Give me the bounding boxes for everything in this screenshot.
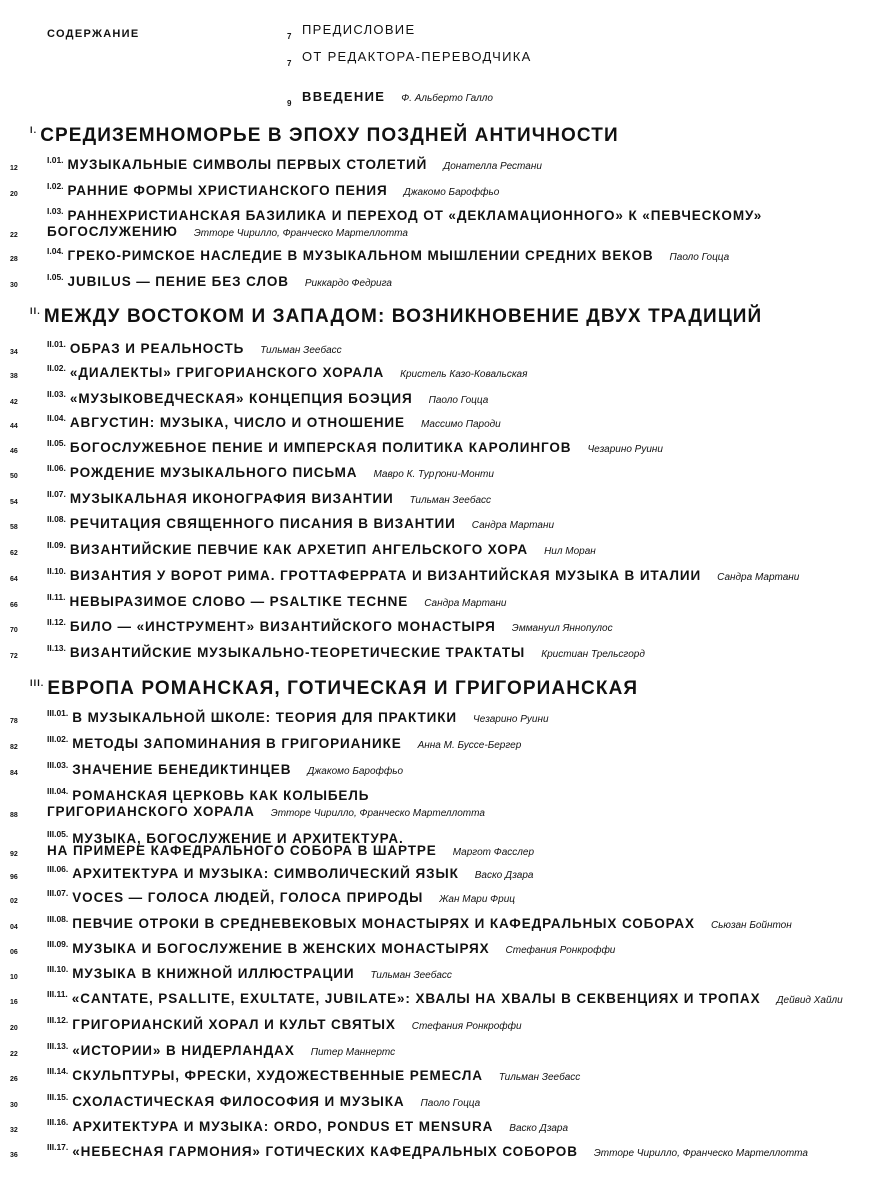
entry-line (47, 890, 515, 905)
entry-number: III.16. (47, 1117, 69, 1127)
entry-title: МУЗЫКАЛЬНЫЕ СИМВОЛЫ ПЕРВЫХ СТОЛЕТИЙ (67, 157, 428, 172)
entry-title: МЕТОДЫ ЗАПОМИНАНИЯ В ГРИГОРИАНИКЕ (72, 736, 402, 751)
entry-number: III.07. (47, 888, 69, 898)
entry-number: III.05. (47, 829, 69, 839)
entry-author: Паоло Гоцца (669, 252, 730, 263)
entry-title: РОМАНСКАЯ ЦЕРКОВЬ КАК КОЛЫБЕЛЬ (72, 788, 370, 803)
entry-title-continued: НА ПРИМЕРЕ КАФЕДРАЛЬНОГО СОБОРА В ШАРТРЕ (47, 843, 437, 858)
entry-line (47, 941, 615, 956)
page-number: 10 (10, 974, 18, 981)
entry-number: I.01. (47, 155, 64, 165)
toc-heading: СОДЕРЖАНИЕ (47, 28, 140, 40)
entry-title: АРХИТЕКТУРА И МУЗЫКА: ORDO, PONDUS ET MENSURA (72, 1119, 494, 1134)
entry-line-2 (47, 843, 534, 858)
entry-title: РОЖДЕНИЕ МУЗЫКАЛЬНОГО ПИСЬМА (69, 465, 358, 480)
entry-line (47, 341, 342, 356)
entry-title: ПЕВЧИЕ ОТРОКИ В СРЕДНЕВЕКОВЫХ МОНАСТЫРЯХ И КАФЕДРАЛЬНЫХ СОБОРАХ (72, 916, 695, 931)
entry-number: III.11. (47, 989, 68, 999)
entry-author: Джакомо Бароффьо (403, 187, 500, 198)
page-number: 34 (10, 349, 18, 356)
entry-title: СХОЛАСТИЧЕСКАЯ ФИЛОСОФИЯ И МУЗЫКА (72, 1094, 405, 1109)
entry-line (47, 710, 549, 725)
page-number: 84 (10, 770, 18, 777)
page-number: 06 (10, 949, 18, 956)
page-number: 30 (10, 1102, 18, 1109)
page-number: 38 (10, 373, 18, 380)
page-number: 30 (10, 282, 18, 289)
entry-author: Питер Маннертс (310, 1047, 396, 1058)
entry-number: I.05. (47, 272, 64, 282)
entry-number: III.04. (47, 786, 69, 796)
entry-author: Дейвид Хайли (776, 995, 843, 1006)
entry-number: II.04. (47, 413, 66, 423)
entry-number: III.15. (47, 1092, 69, 1102)
entry-line (47, 208, 762, 223)
entry-number: II.09. (47, 540, 66, 550)
front-matter-item[interactable] (287, 22, 416, 41)
entry-title: ОБРАЗ И РЕАЛЬНОСТЬ (69, 341, 245, 356)
entry-number: II.03. (47, 389, 66, 399)
entry-number: II.06. (47, 463, 66, 473)
entry-number: III.17. (47, 1142, 69, 1152)
entry-author: Стефания Ронкроффи (411, 1021, 522, 1032)
page-number: 42 (10, 399, 18, 406)
entry-title: В МУЗЫКАЛЬНОЙ ШКОЛЕ: ТЕОРИЯ ДЛЯ ПРАКТИКИ (72, 710, 458, 725)
page-number: 58 (10, 524, 18, 531)
entry-author: Ф. Альберто Галло (401, 93, 493, 104)
page-number: 44 (10, 423, 18, 430)
entry-number: II.12. (47, 617, 66, 627)
entry-author: Этторе Чирилло, Франческо Мартеллотта (593, 1148, 808, 1159)
entry-author: Сандра Мартани (424, 598, 507, 609)
page-number: 26 (10, 1076, 18, 1083)
entry-author: Этторе Чирилло, Франческо Мартеллотта (270, 808, 485, 819)
front-matter-item[interactable] (287, 89, 493, 108)
entry-author: Риккардо Федрига (304, 278, 392, 289)
entry-number: III.14. (47, 1066, 69, 1076)
entry-number: III.06. (47, 864, 69, 874)
page-number: 46 (10, 448, 18, 455)
page-number: 16 (10, 999, 18, 1006)
entry-number: III.08. (47, 914, 69, 924)
section-heading[interactable] (30, 125, 619, 147)
entry-author: Чезарино Руини (587, 444, 663, 455)
entry-line (47, 1144, 808, 1159)
page-number: 02 (10, 898, 18, 905)
section-number: I. (30, 125, 38, 135)
page-number: 70 (10, 627, 18, 634)
section-title: МЕЖДУ ВОСТОКОМ И ЗАПАДОМ: ВОЗНИКНОВЕНИЕ ДВУХ ТРАДИЦИЙ (43, 306, 763, 327)
entry-line (47, 1017, 522, 1032)
page-number: 62 (10, 550, 18, 557)
entry-number: I.03. (47, 206, 64, 216)
page-number: 9 (287, 99, 292, 108)
page-number: 12 (10, 165, 18, 172)
entry-title: ВВЕДЕНИЕ (302, 89, 386, 104)
page-number: 64 (10, 576, 18, 583)
page-number: 22 (10, 232, 18, 239)
entry-title: ВИЗАНТИЯ У ВОРОТ РИМА. ГРОТТАФЕРРАТА И ВИЗАНТИЙСКАЯ МУЗЫКА В ИТАЛИИ (69, 568, 702, 583)
entry-number: I.04. (47, 246, 64, 256)
entry-number: II.07. (47, 489, 66, 499)
page-number: 04 (10, 924, 18, 931)
entry-title: «CANTATE, PSALLITE, EXULTATE, JUBILATE»: ХВАЛЫ НА ХВАЛЫ В СЕКВЕНЦИЯХ И ТРОПАХ (71, 991, 761, 1006)
page-number: 32 (10, 1127, 18, 1134)
entry-line (47, 916, 792, 931)
entry-author: Чезарино Руини (473, 714, 549, 725)
entry-title: ЗНАЧЕНИЕ БЕНЕДИКТИНЦЕВ (72, 762, 292, 777)
entry-author: Эммануил Яннопулос (511, 623, 613, 634)
entry-line (47, 645, 645, 660)
section-number: II. (30, 306, 41, 316)
page-number: 82 (10, 744, 18, 751)
entry-author: Сьюзан Бойнтон (710, 920, 792, 931)
entry-title: МУЗЫКА И БОГОСЛУЖЕНИЕ В ЖЕНСКИХ МОНАСТЫРЯХ (72, 941, 490, 956)
entry-number: II.10. (47, 566, 66, 576)
page-number: 22 (10, 1051, 18, 1058)
entry-number: III.02. (47, 734, 69, 744)
entry-line (47, 516, 554, 531)
entry-line (47, 415, 501, 430)
entry-number: III.10. (47, 964, 69, 974)
entry-line (47, 440, 663, 455)
entry-line-2 (47, 224, 408, 239)
entry-title: МУЗЫКА, БОГОСЛУЖЕНИЕ И АРХИТЕКТУРА. (72, 831, 404, 846)
entry-line (47, 1119, 568, 1134)
entry-title: СКУЛЬПТУРЫ, ФРЕСКИ, ХУДОЖЕСТВЕННЫЕ РЕМЕСЛА (72, 1068, 483, 1083)
entry-title-continued: ГРИГОРИАНСКОГО ХОРАЛА (47, 804, 255, 819)
entry-title: VOCES — ГОЛОСА ЛЮДЕЙ, ГОЛОСА ПРИРОДЫ (72, 890, 424, 905)
page-number: 50 (10, 473, 18, 480)
entry-title: ВИЗАНТИЙСКИЕ МУЗЫКАЛЬНО-ТЕОРЕТИЧЕСКИЕ ТРАКТАТЫ (69, 645, 526, 660)
entry-author: Мавро К. Турրони-Монти (373, 469, 494, 480)
page-number: 54 (10, 499, 18, 506)
front-matter-item[interactable] (287, 49, 532, 68)
entry-line (47, 619, 613, 634)
entry-line (47, 365, 527, 380)
entry-line (47, 248, 729, 263)
section-heading[interactable] (30, 306, 762, 328)
entry-title: «МУЗЫКОВЕДЧЕСКАЯ» КОНЦЕПЦИЯ БОЭЦИЯ (69, 391, 413, 406)
page-number: 36 (10, 1152, 18, 1159)
page-number: 20 (10, 1025, 18, 1032)
entry-author: Тильман Зеебасс (409, 495, 492, 506)
entry-author: Маргот Фасслер (452, 847, 535, 858)
entry-title: МУЗЫКА В КНИЖНОЙ ИЛЛЮСТРАЦИИ (72, 966, 355, 981)
entry-line (47, 1094, 480, 1109)
page-number: 28 (10, 256, 18, 263)
entry-author: Анна М. Буссе-Бергер (417, 740, 522, 751)
entry-author: Массимо Пароди (420, 419, 501, 430)
entry-author: Джакомо Бароффьо (307, 766, 404, 777)
entry-number: II.05. (47, 438, 66, 448)
entry-line (47, 391, 488, 406)
entry-line (47, 274, 392, 289)
entry-author: Васко Дзара (474, 870, 534, 881)
entry-title: ГРИГОРИАНСКИЙ ХОРАЛ И КУЛЬТ СВЯТЫХ (72, 1017, 396, 1032)
entry-line (47, 157, 542, 172)
entry-title: JUBILUS — ПЕНИЕ БЕЗ СЛОВ (67, 274, 289, 289)
section-title: ЕВРОПА РОМАНСКАЯ, ГОТИЧЕСКАЯ И ГРИГОРИАНСКАЯ (47, 678, 639, 699)
entry-number: III.12. (47, 1015, 69, 1025)
page-number: 96 (10, 874, 18, 881)
entry-number: II.01. (47, 339, 66, 349)
entry-title: РАННЕХРИСТИАНСКАЯ БАЗИЛИКА И ПЕРЕХОД ОТ «ДЕКЛАМАЦИОННОГО» К «ПЕВЧЕСКОМУ» (67, 208, 763, 223)
entry-line (47, 966, 452, 981)
entry-author: Паоло Гоцца (428, 395, 489, 406)
entry-number: II.08. (47, 514, 66, 524)
entry-title: БИЛО — «ИНСТРУМЕНТ» ВИЗАНТИЙСКОГО МОНАСТЫРЯ (69, 619, 496, 634)
entry-line (47, 465, 494, 480)
page-number: 66 (10, 602, 18, 609)
entry-title: «ДИАЛЕКТЫ» ГРИГОРИАНСКОГО ХОРАЛА (69, 365, 385, 380)
entry-author: Нил Моран (544, 546, 596, 557)
page-number: 72 (10, 653, 18, 660)
entry-author: Кристель Казо-Ковальская (400, 369, 528, 380)
entry-title: БОГОСЛУЖЕБНОЕ ПЕНИЕ И ИМПЕРСКАЯ ПОЛИТИКА КАРОЛИНГОВ (69, 440, 572, 455)
entry-title: РЕЧИТАЦИЯ СВЯЩЕННОГО ПИСАНИЯ В ВИЗАНТИИ (69, 516, 456, 531)
entry-author: Этторе Чирилло, Франческо Мартеллотта (193, 228, 408, 239)
page-number: 92 (10, 851, 18, 858)
entry-title: АРХИТЕКТУРА И МУЗЫКА: СИМВОЛИЧЕСКИЙ ЯЗЫК (72, 866, 459, 881)
entry-line-2 (47, 804, 485, 819)
page-number: 78 (10, 718, 18, 725)
entry-number: III.09. (47, 939, 69, 949)
entry-author: Сандра Мартани (717, 572, 800, 583)
entry-number: III.01. (47, 708, 69, 718)
entry-number: II.11. (47, 592, 66, 602)
entry-line (47, 788, 369, 803)
entry-line (47, 866, 534, 881)
entry-number: III.03. (47, 760, 69, 770)
page-number: 7 (287, 59, 292, 68)
entry-title: ГРЕКО-РИМСКОЕ НАСЛЕДИЕ В МУЗЫКАЛЬНОМ МЫШЛЕНИИ СРЕДНИХ ВЕКОВ (67, 248, 654, 263)
entry-title: ВИЗАНТИЙСКИЕ ПЕВЧИЕ КАК АРХЕТИП АНГЕЛЬСКОГО ХОРА (69, 542, 529, 557)
entry-line (47, 1043, 395, 1058)
entry-line (47, 183, 499, 198)
entry-author: Стефания Ронкроффи (505, 945, 616, 956)
entry-line (47, 991, 843, 1006)
entry-title: МУЗЫКАЛЬНАЯ ИКОНОГРАФИЯ ВИЗАНТИИ (69, 491, 394, 506)
entry-line (47, 542, 596, 557)
page-number: 7 (287, 32, 292, 41)
entry-author: Жан Мари Фриц (439, 894, 515, 905)
entry-author: Кристиан Трельсгорд (541, 649, 645, 660)
page-number: 88 (10, 812, 18, 819)
entry-line (47, 594, 506, 609)
entry-line (47, 491, 491, 506)
entry-title: ПРЕДИСЛОВИЕ (302, 22, 416, 37)
entry-line (47, 736, 521, 751)
entry-number: II.13. (47, 643, 66, 653)
entry-author: Тильман Зеебасс (498, 1072, 581, 1083)
entry-line (47, 1068, 580, 1083)
entry-title: «ИСТОРИИ» В НИДЕРЛАНДАХ (72, 1043, 295, 1058)
section-number: III. (30, 678, 45, 688)
entry-title: НЕВЫРАЗИМОЕ СЛОВО — PSALTIKE TECHNE (69, 594, 409, 609)
section-title: СРЕДИЗЕМНОМОРЬЕ В ЭПОХУ ПОЗДНЕЙ АНТИЧНОСТИ (40, 125, 619, 146)
section-heading[interactable] (30, 678, 638, 700)
entry-number: I.02. (47, 181, 64, 191)
entry-author: Паоло Гоцца (420, 1098, 481, 1109)
entry-title: ОТ РЕДАКТОРА-ПЕРЕВОДЧИКА (302, 49, 532, 64)
entry-number: II.02. (47, 363, 66, 373)
entry-line (47, 568, 799, 583)
entry-title-continued: БОГОСЛУЖЕНИЮ (47, 224, 178, 239)
entry-title: АВГУСТИН: МУЗЫКА, ЧИСЛО И ОТНОШЕНИЕ (69, 415, 405, 430)
entry-author: Васко Дзара (509, 1123, 569, 1134)
page-number: 20 (10, 191, 18, 198)
entry-author: Тильман Зеебасс (370, 970, 452, 981)
entry-author: Донателла Рестани (443, 161, 542, 172)
entry-title: «НЕБЕСНАЯ ГАРМОНИЯ» ГОТИЧЕСКИХ КАФЕДРАЛЬНЫХ СОБОРОВ (72, 1144, 578, 1159)
entry-title: РАННИЕ ФОРМЫ ХРИСТИАНСКОГО ПЕНИЯ (67, 183, 388, 198)
entry-author: Тильман Зеебасс (260, 345, 342, 356)
entry-author: Сандра Мартани (471, 520, 555, 531)
entry-number: III.13. (47, 1041, 69, 1051)
entry-line (47, 762, 403, 777)
